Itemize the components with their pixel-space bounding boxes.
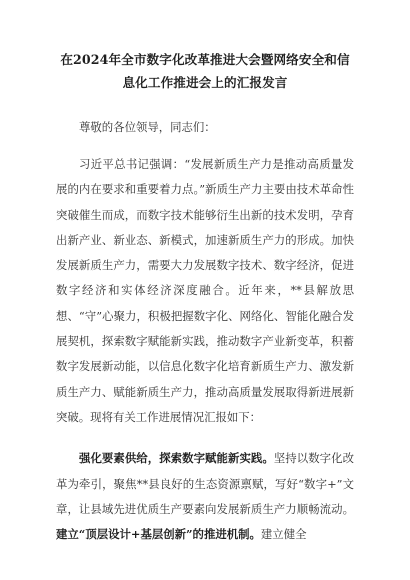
section-heading-2: 建立“顶层设计+基层创新”的推进机制。 — [56, 527, 261, 542]
body-paragraph-1: 习近平总书记强调：“发展新质生产力是推动高质量发展的内在要求和重要着力点。”新质生产力主要由技术革命性突破催生而成，而数字技术能够衍生出新的技术发明，孕育出新产业、新业态、新模式，加速新质生产力的形成。加快发展新质生产力，需要大力发展数字技术、数字经济，促进数字经济和实体经济深度融合。近年来，**县解放思想、“守”心聚力，积极把握数字化、网络化、智能化融合发展契机，探索数字赋能新实践，推动数字产业新变革，积蓄数字发展新动能，以信息化数字化培育新质生产力、激发新质生产力、赋能新质生产力，推动高质量发展取得新进展新突破。现将有关工作进展情况汇报如下： — [56, 157, 354, 424]
section-text-2: 建立健全 — [260, 527, 307, 542]
greeting-line: 尊敬的各位领导，同志们： — [79, 120, 216, 134]
section-heading-1: 强化要素供给，探索数字赋能新实践。 — [79, 451, 274, 466]
body-paragraph-2 — [56, 446, 354, 547]
section-text-1: 坚持以数字化改革为牵引，聚焦**县良好的生态资源禀赋，写好“数字+”文章，让县域先进优质生产要素向发展新质生产力顺畅流动。 — [56, 451, 354, 516]
document-title: 在2024年全市数字化改革推进大会暨网络安全和信息化工作推进会上的汇报发言 — [60, 52, 350, 90]
